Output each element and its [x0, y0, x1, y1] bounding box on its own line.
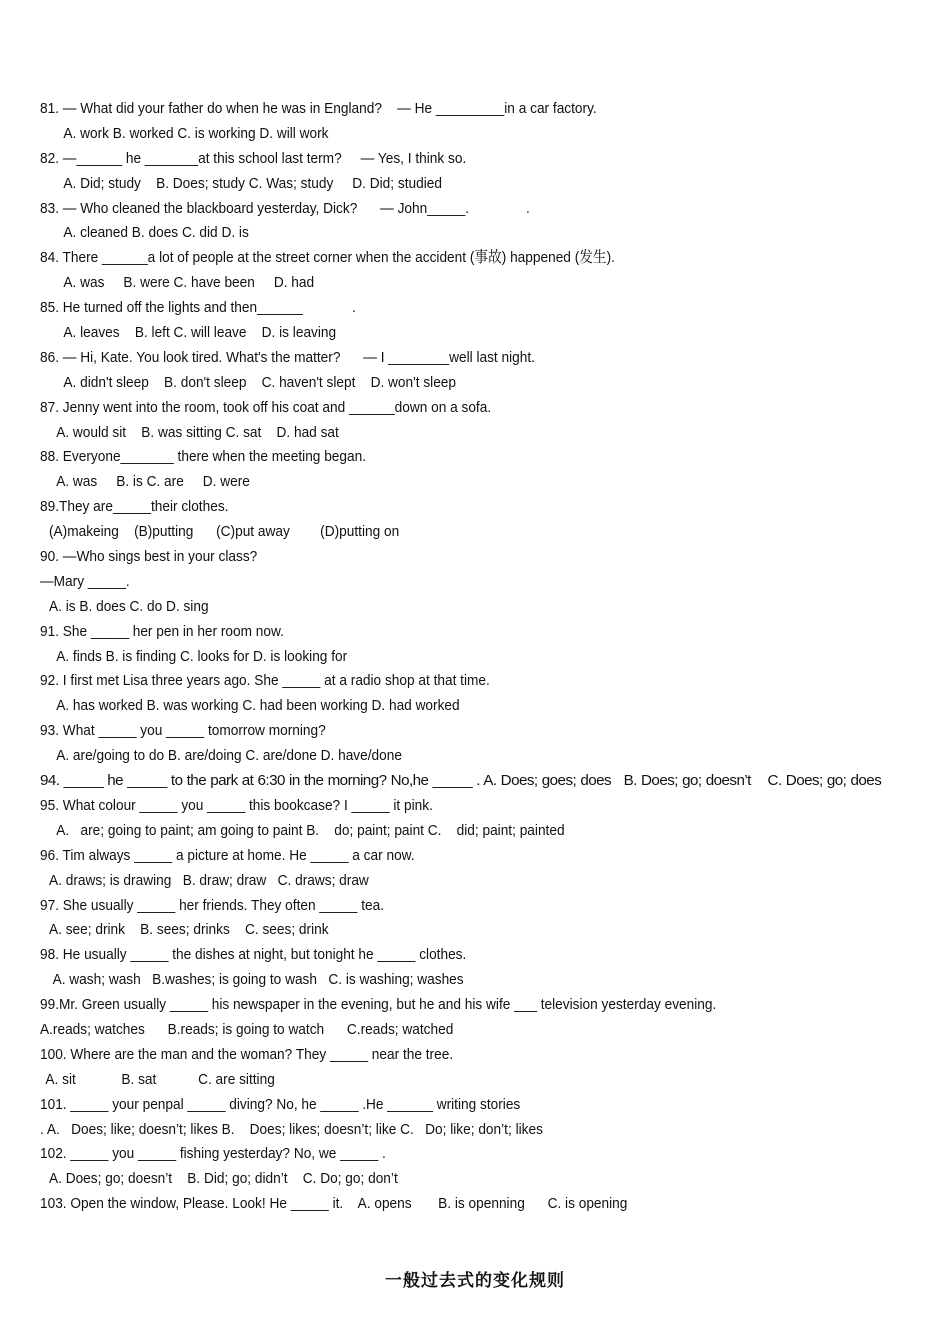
worksheet-line: 102. _____ you _____ fishing yesterday? No, we _____ . — [40, 1145, 386, 1163]
worksheet-line: 85. He turned off the lights and then______ . — [40, 299, 356, 317]
worksheet-line: 82. —______ he _______at this school last term? — Yes, I think so. — [40, 149, 467, 167]
worksheet-line: A. would sit B. was sitting C. sat D. had sat — [56, 423, 339, 441]
section-heading: 一般过去式的变化规则 — [385, 1271, 565, 1291]
worksheet-line: (A)makeing (B)putting (C)put away (D)putting on — [49, 523, 400, 541]
worksheet-line: A. wash; wash B.washes; is going to wash C. is washing; washes — [52, 971, 464, 989]
worksheet-line: 84. There ______a lot of people at the street corner when the accident (事故) happened (发生). — [40, 249, 615, 267]
worksheet-line: 91. She _____ her pen in her room now. — [40, 622, 284, 640]
worksheet-line: A. is B. does C. do D. sing — [49, 597, 209, 615]
worksheet-line: 103. Open the window, Please. Look! He _____ it. A. opens B. is openning C. is opening — [40, 1195, 628, 1213]
worksheet-line-text: 94. _____ he _____ to the park at 6:30 in the morning? No,he _____ . A. Does; goes; does B. Does; go; doesn’t C. Does; go; does — [40, 772, 882, 790]
worksheet-line: A. has worked B. was working C. had been working D. had worked — [56, 697, 460, 715]
worksheet-line: 96. Tim always _____ a picture at home. He _____ a car now. — [40, 846, 415, 864]
worksheet-line: A. see; drink B. sees; drinks C. sees; drink — [49, 921, 329, 939]
worksheet-line: A. was B. were C. have been D. had — [63, 274, 315, 292]
worksheet-line: 100. Where are the man and the woman? They _____ near the tree. — [40, 1045, 454, 1063]
worksheet-line: 93. What _____ you _____ tomorrow morning? — [40, 722, 326, 740]
worksheet-line: 83. — Who cleaned the blackboard yesterday, Dick? — John_____. . — [40, 199, 530, 217]
worksheet-line: A. didn't sleep B. don't sleep C. haven't slept D. won't sleep — [63, 373, 457, 391]
worksheet-line: —Mary _____. — [40, 572, 130, 590]
worksheet-line: A. are; going to paint; am going to paint B. do; paint; paint C. did; paint; painted — [56, 821, 565, 839]
worksheet-line: 87. Jenny went into the room, took off his coat and ______down on a sofa. — [40, 398, 492, 416]
worksheet-line: A. sit B. sat C. are sitting — [45, 1070, 275, 1088]
worksheet-line: . A. Does; like; doesn’t; likes B. Does; likes; doesn’t; like C. Do; like; don’t; likes — [40, 1120, 543, 1138]
worksheet-line: A. cleaned B. does C. did D. is — [63, 224, 249, 242]
worksheet-line — [40, 769, 920, 794]
worksheet-line: 97. She usually _____ her friends. They often _____ tea. — [40, 896, 384, 914]
worksheet-line: 81. — What did your father do when he was in England? — He _________in a car factory. — [40, 100, 597, 117]
worksheet-line: A. Does; go; doesn’t B. Did; go; didn’t C. Do; go; don’t — [49, 1170, 398, 1188]
worksheet-line: A. work B. worked C. is working D. will work — [63, 124, 329, 142]
worksheet-line: 98. He usually _____ the dishes at night, but tonight he _____ clothes. — [40, 946, 467, 964]
worksheet-line: 89.They are_____their clothes. — [40, 498, 229, 516]
worksheet-line: 90. —Who sings best in your class? — [40, 548, 258, 566]
worksheet-line: A. are/going to do B. are/doing C. are/done D. have/done — [56, 747, 402, 765]
worksheet-line: 92. I first met Lisa three years ago. She _____ at a radio shop at that time. — [40, 672, 490, 690]
worksheet-line: A. leaves B. left C. will leave D. is leaving — [63, 324, 337, 342]
worksheet-line: 95. What colour _____ you _____ this bookcase? I _____ it pink. — [40, 796, 433, 814]
worksheet-line: 86. — Hi, Kate. You look tired. What's the matter? — I ________well last night. — [40, 348, 535, 366]
worksheet-line: A. draws; is drawing B. draw; draw C. draws; draw — [49, 871, 369, 889]
worksheet-line: A. finds B. is finding C. looks for D. is looking for — [56, 647, 348, 665]
worksheet-line: 99.Mr. Green usually _____ his newspaper in the evening, but he and his wife ___ television yesterday evening. — [40, 996, 717, 1014]
worksheet-line: 101. _____ your penpal _____ diving? No, he _____ .He ______ writing stories — [40, 1095, 521, 1113]
question-list — [40, 97, 920, 1217]
worksheet-line: A. was B. is C. are D. were — [56, 473, 250, 491]
worksheet-line: 88. Everyone_______ there when the meeting began. — [40, 448, 367, 466]
worksheet-line: A.reads; watches B.reads; is going to watch C.reads; watched — [40, 1020, 454, 1038]
worksheet-line: A. Did; study B. Does; study C. Was; study D. Did; studied — [63, 174, 442, 192]
